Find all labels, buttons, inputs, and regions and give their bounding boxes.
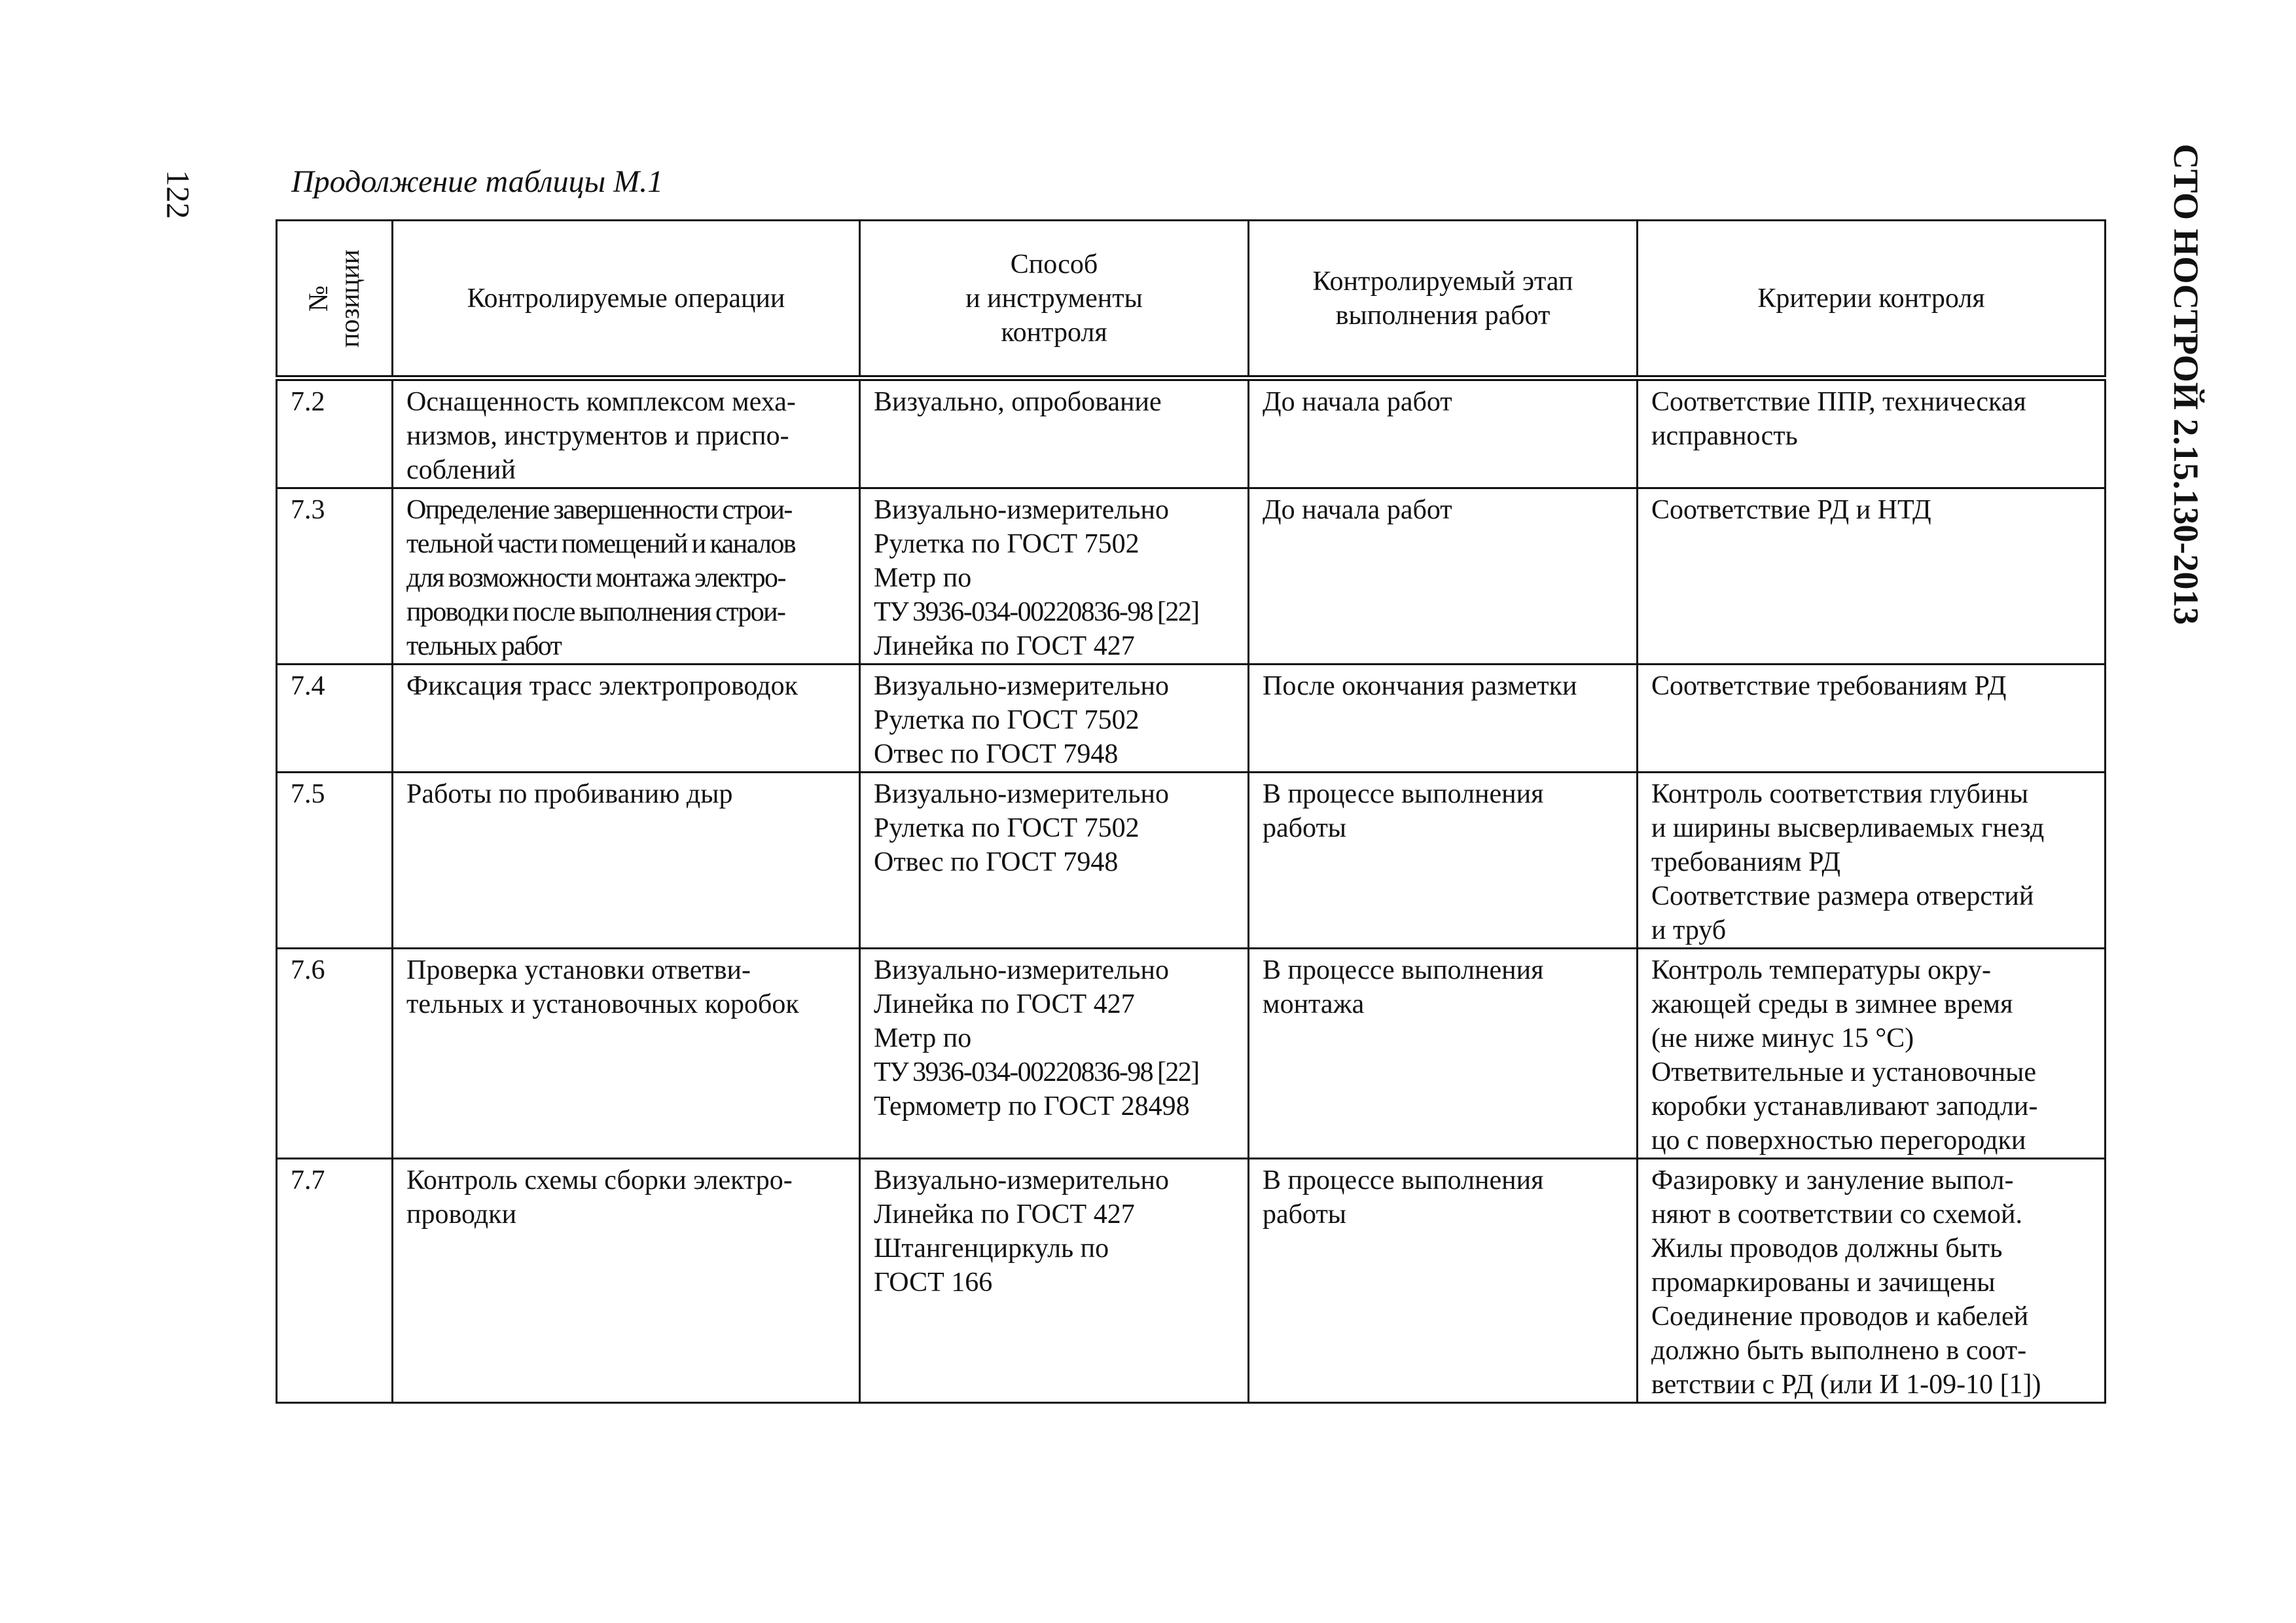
cell-line: Работы по пробиванию дыр xyxy=(406,779,733,809)
document-code: СТО НОСТРОЙ 2.15.130-2013 xyxy=(2166,143,2206,625)
cell-stage xyxy=(1249,773,1638,949)
cell-line: В процессе выполнения xyxy=(1263,779,1544,809)
cell-line: Контроль температуры окру- xyxy=(1651,955,1991,985)
cell-line: коробки устанавливают заподли- xyxy=(1651,1091,2038,1122)
cell-line: До начала работ xyxy=(1263,495,1452,525)
cell-line: Контроль схемы сборки электро- xyxy=(406,1165,793,1195)
cell-line: тельной части помещений и каналов xyxy=(406,529,795,559)
header-stage-line: Контролируемый этап xyxy=(1312,266,1573,297)
cell-line: До начала работ xyxy=(1263,387,1452,417)
cell-number: 7.3 xyxy=(277,488,393,665)
table-row xyxy=(277,949,2106,1159)
header-number-line: № xyxy=(304,285,334,312)
table-caption: Продолжение таблицы М.1 xyxy=(291,164,664,199)
cell-operation xyxy=(393,378,860,488)
cell-line: проводки xyxy=(406,1199,517,1230)
cell-line: Соответствие требованиям РД xyxy=(1651,671,2007,701)
cell-line: В процессе выполнения xyxy=(1263,1165,1544,1195)
table-row xyxy=(277,378,2106,488)
cell-line: для возможности монтажа электро- xyxy=(406,563,785,593)
cell-line: Визуально-измерительно xyxy=(874,955,1169,985)
cell-operation xyxy=(393,773,860,949)
header-number xyxy=(277,221,393,378)
cell-line: Визуально-измерительно xyxy=(874,1165,1169,1195)
cell-line: Визуально-измерительно xyxy=(874,779,1169,809)
cell-stage xyxy=(1249,949,1638,1159)
cell-method xyxy=(860,1159,1249,1403)
cell-line: жающей среды в зимнее время xyxy=(1651,989,2013,1019)
cell-line: Метр по xyxy=(874,1023,972,1053)
header-method xyxy=(860,221,1249,378)
cell-method xyxy=(860,378,1249,488)
cell-line: работы xyxy=(1263,813,1347,843)
cell-line: цо с поверхностью перегородки xyxy=(1651,1125,2026,1156)
cell-line: Жилы проводов должны быть xyxy=(1651,1233,2003,1264)
cell-criteria xyxy=(1638,488,2106,665)
cell-line: Определение завершенности строи- xyxy=(406,495,792,525)
cell-criteria xyxy=(1638,1159,2106,1403)
header-method-line: контроля xyxy=(1001,317,1107,348)
cell-line: Оснащенность комплексом меха- xyxy=(406,387,796,417)
table-row xyxy=(277,488,2106,665)
cell-line: Фиксация трасс электропроводок xyxy=(406,671,798,701)
header-method-line: и инструменты xyxy=(965,283,1143,314)
cell-line: ТУ 3936-034-00220836-98 [22] xyxy=(874,1057,1199,1087)
cell-stage xyxy=(1249,665,1638,773)
control-table xyxy=(276,219,2106,1404)
cell-line: тельных работ xyxy=(406,631,562,661)
cell-line: В процессе выполнения xyxy=(1263,955,1544,985)
header-operation: Контролируемые операции xyxy=(393,221,860,378)
cell-criteria xyxy=(1638,665,2106,773)
cell-number: 7.7 xyxy=(277,1159,393,1403)
cell-line: Соответствие РД и НТД xyxy=(1651,495,1931,525)
cell-line: тельных и установочных коробок xyxy=(406,989,799,1019)
cell-method xyxy=(860,665,1249,773)
cell-line: (не ниже минус 15 °С) xyxy=(1651,1023,1914,1053)
header-stage xyxy=(1249,221,1638,378)
cell-line: соблений xyxy=(406,455,516,485)
cell-line: Визуально, опробование xyxy=(874,387,1162,417)
cell-operation xyxy=(393,949,860,1159)
header-criteria: Критерии контроля xyxy=(1638,221,2106,378)
cell-line: исправность xyxy=(1651,421,1798,451)
cell-line: Термометр по ГОСТ 28498 xyxy=(874,1091,1190,1122)
cell-number: 7.5 xyxy=(277,773,393,949)
cell-line: Рулетка по ГОСТ 7502 xyxy=(874,705,1139,735)
cell-line: ГОСТ 166 xyxy=(874,1267,993,1298)
cell-criteria xyxy=(1638,773,2106,949)
cell-line: Визуально-измерительно xyxy=(874,495,1169,525)
cell-criteria xyxy=(1638,378,2106,488)
cell-line: Проверка установки ответви- xyxy=(406,955,751,985)
cell-line: Линейка по ГОСТ 427 xyxy=(874,989,1135,1019)
cell-method xyxy=(860,488,1249,665)
cell-number: 7.2 xyxy=(277,378,393,488)
table-header-row xyxy=(277,221,2106,378)
cell-line: Рулетка по ГОСТ 7502 xyxy=(874,529,1139,559)
table-row xyxy=(277,773,2106,949)
cell-operation xyxy=(393,665,860,773)
cell-operation xyxy=(393,1159,860,1403)
cell-line: Визуально-измерительно xyxy=(874,671,1169,701)
cell-stage xyxy=(1249,1159,1638,1403)
cell-stage xyxy=(1249,378,1638,488)
cell-line: После окончания разметки xyxy=(1263,671,1577,701)
table-row xyxy=(277,665,2106,773)
cell-line: Метр по xyxy=(874,563,972,593)
cell-line: Контроль соответствия глубины xyxy=(1651,779,2029,809)
cell-line: требованиям РД xyxy=(1651,847,1840,877)
cell-line: Ответвительные и установочные xyxy=(1651,1057,2037,1087)
cell-line: и труб xyxy=(1651,915,1727,945)
cell-line: монтажа xyxy=(1263,989,1365,1019)
cell-line: Фазировку и зануление выпол- xyxy=(1651,1165,2014,1195)
cell-line: Соединение проводов и кабелей xyxy=(1651,1302,2029,1332)
cell-line: Отвес по ГОСТ 7948 xyxy=(874,739,1119,769)
cell-line: промаркированы и зачищены xyxy=(1651,1267,1996,1298)
cell-criteria xyxy=(1638,949,2106,1159)
cell-method xyxy=(860,949,1249,1159)
cell-line: Штангенциркуль по xyxy=(874,1233,1109,1264)
cell-line: низмов, инструментов и приспо- xyxy=(406,421,789,451)
page-number: 122 xyxy=(160,170,197,219)
cell-line: должно быть выполнено в соот- xyxy=(1651,1336,2027,1366)
cell-line: работы xyxy=(1263,1199,1347,1230)
cell-line: ТУ 3936-034-00220836-98 [22] xyxy=(874,597,1199,627)
cell-line: Рулетка по ГОСТ 7502 xyxy=(874,813,1139,843)
header-number-line: позиции xyxy=(335,249,365,348)
cell-line: Линейка по ГОСТ 427 xyxy=(874,1199,1135,1230)
cell-stage xyxy=(1249,488,1638,665)
cell-line: и ширины высверливаемых гнезд xyxy=(1651,813,2045,843)
cell-line: проводки после выполнения строи- xyxy=(406,597,785,627)
cell-line: Соответствие ППР, техническая xyxy=(1651,387,2026,417)
table-row xyxy=(277,1159,2106,1403)
cell-line: Соответствие размера отверстий xyxy=(1651,881,2034,911)
cell-line: няют в соответствии со схемой. xyxy=(1651,1199,2022,1230)
cell-method xyxy=(860,773,1249,949)
cell-line: ветствии с РД (или И 1-09-10 [1]) xyxy=(1651,1370,2041,1400)
cell-line: Отвес по ГОСТ 7948 xyxy=(874,847,1119,877)
cell-line: Линейка по ГОСТ 427 xyxy=(874,631,1135,661)
cell-number: 7.4 xyxy=(277,665,393,773)
header-method-line: Способ xyxy=(1010,249,1098,280)
cell-operation xyxy=(393,488,860,665)
header-stage-line: выполнения работ xyxy=(1335,300,1551,331)
cell-number: 7.6 xyxy=(277,949,393,1159)
